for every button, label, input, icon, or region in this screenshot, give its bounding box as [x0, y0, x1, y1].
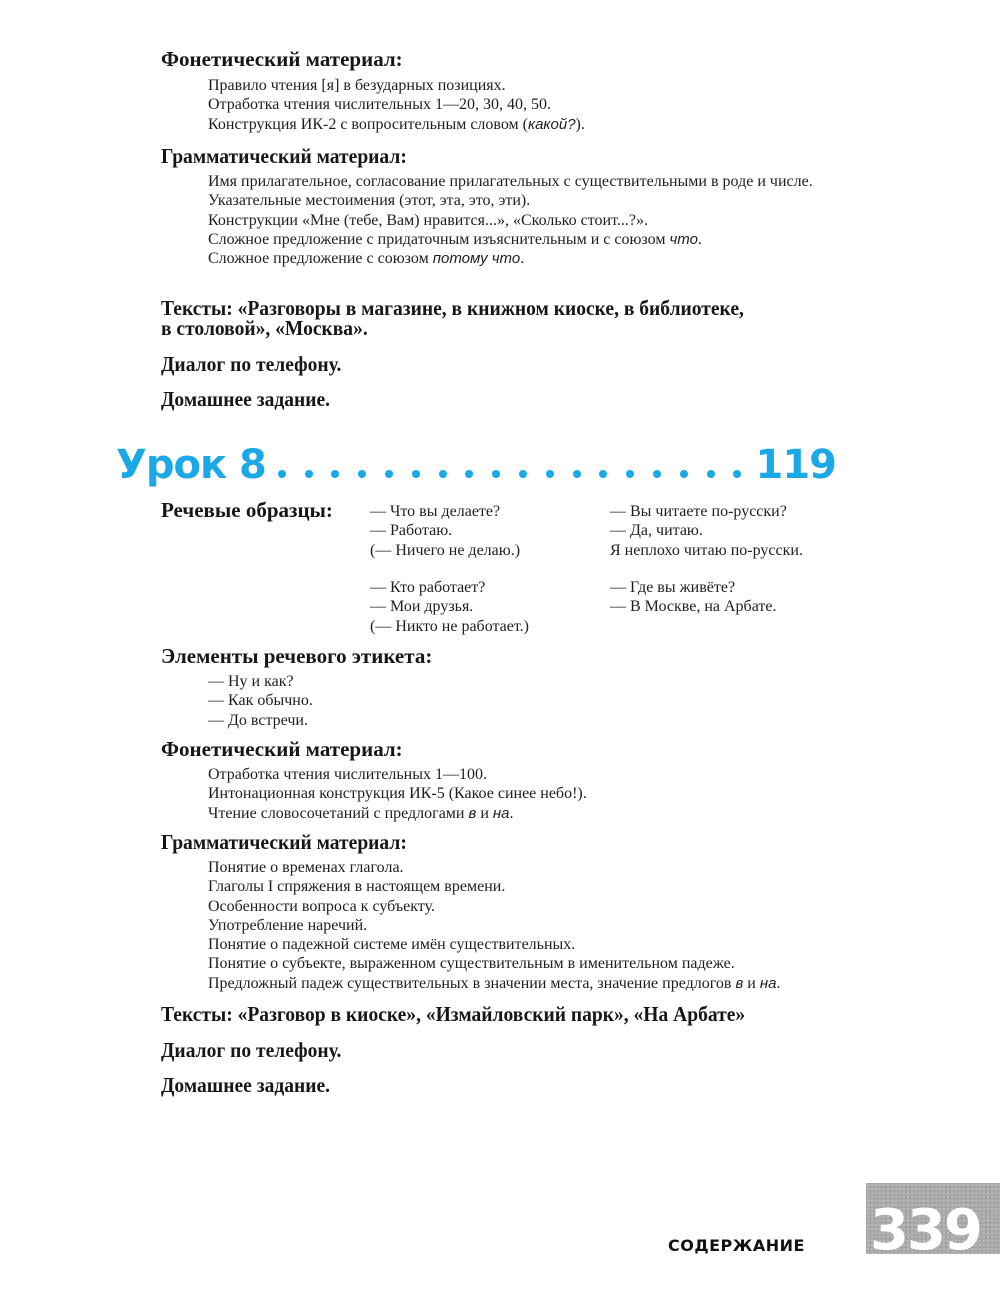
homework-heading-1: Домашнее задание.: [161, 387, 331, 411]
texts-heading-2: Тексты: «Разговор в киоске», «Измайловский парк», «На Арбате»: [161, 1002, 746, 1026]
leader-dot: [439, 470, 447, 478]
dialog-heading-2: Диалог по телефону.: [161, 1038, 342, 1062]
grammar-list-2: [208, 858, 780, 993]
homework-heading-2: Домашнее задание.: [161, 1073, 331, 1097]
list-item: — В Москве, на Арбате.: [610, 598, 777, 616]
list-item: Употребление наречий.: [208, 916, 368, 934]
grammar-list-1: [208, 172, 873, 268]
text-part: Чтение словосочетаний с предлогами: [208, 804, 469, 822]
text-part: .: [697, 230, 702, 248]
grammar-heading-1: Грамматический материал:: [161, 144, 407, 168]
lesson-page-number: 119: [755, 442, 836, 488]
italic-word: в: [468, 804, 477, 822]
text-part: .: [776, 974, 781, 992]
speech-col2-group2: [610, 578, 776, 617]
text-part: ).: [575, 115, 585, 133]
list-item: Я неплохо читаю по-русски.: [610, 541, 803, 559]
leader-dot: [653, 470, 661, 478]
page-number: 339: [870, 1198, 981, 1254]
leader-dot: [465, 470, 473, 478]
list-item: [208, 230, 873, 249]
list-item: — Мои друзья.: [370, 598, 474, 616]
italic-word: на: [759, 974, 777, 992]
dot-leader: [266, 470, 756, 491]
list-item: (— Никто не работает.): [370, 617, 529, 635]
list-item: Конструкции «Мне (тебе, Вам) нравится...», «Сколько стоит...?».: [208, 211, 648, 229]
leader-dot: [707, 470, 715, 478]
list-item: Отработка чтения числительных 1—20, 30, 40, 50.: [208, 96, 551, 114]
phonetic-heading-1: Фонетический материал:: [161, 47, 403, 71]
leader-dot: [546, 470, 554, 478]
leader-dot: [599, 470, 607, 478]
leader-dot: [358, 470, 366, 478]
list-item: (— Ничего не делаю.): [370, 541, 521, 559]
phonetic-heading-2: Фонетический материал:: [161, 737, 403, 761]
page-number-box: [866, 1183, 1000, 1254]
list-item: — Да, читаю.: [610, 522, 703, 540]
list-item: — Вы читаете по-русски?: [610, 503, 787, 520]
list-item: Понятие о субъекте, выраженном существительным в именительном падеже.: [208, 955, 735, 973]
etiquette-list: [208, 672, 313, 730]
italic-word: в: [735, 974, 744, 992]
list-item: Понятие о временах глагола.: [208, 859, 404, 876]
dialog-heading-1: Диалог по телефону.: [161, 352, 342, 376]
list-item: Интонационная конструкция ИК-5 (Какое синее небо!).: [208, 785, 587, 803]
etiquette-heading: Элементы речевого этикета:: [161, 644, 433, 668]
text-part: .: [520, 250, 525, 268]
list-item: [208, 115, 585, 134]
list-item: Имя прилагательное, согласование прилагательных с существительными в роде и числе.: [208, 173, 813, 190]
texts-heading-1b: в столовой», «Москва».: [161, 316, 368, 340]
list-item: Особенности вопроса к субъекту.: [208, 897, 435, 915]
speech-col2-group1: [610, 502, 803, 560]
leader-dot: [412, 470, 420, 478]
leader-dot: [680, 470, 688, 478]
running-footer-section: СОДЕРЖАНИЕ: [668, 1236, 805, 1255]
leader-dot: [331, 470, 339, 478]
phonetic-list-1: [208, 76, 585, 134]
lesson-title: Урок 8: [116, 442, 266, 488]
list-item: — Работаю.: [370, 522, 453, 540]
text-part: и: [476, 804, 493, 822]
list-item: — Ну и как?: [208, 673, 294, 690]
grammar-heading-2: Грамматический материал:: [161, 830, 407, 854]
text-part: Предложный падеж существительных в значении места, значение предлогов: [208, 974, 736, 992]
text-part: Сложное предложение с союзом: [208, 250, 433, 268]
list-item: — Как обычно.: [208, 692, 313, 710]
texts-heading-1a: Тексты: «Разговоры в магазине, в книжном киоске, в библиотеке,: [161, 296, 744, 320]
speech-col1-group2: [370, 578, 529, 636]
leader-dot: [733, 470, 741, 478]
list-item: Понятие о падежной системе имён существительных.: [208, 936, 576, 954]
list-item: — Кто работает?: [370, 579, 486, 596]
list-item: Глаголы I спряжения в настоящем времени.: [208, 878, 506, 896]
italic-word: какой?: [528, 115, 576, 133]
leader-dot: [573, 470, 581, 478]
speech-samples-heading: Речевые образцы:: [161, 498, 333, 522]
list-item: Отработка чтения числительных 1—100.: [208, 766, 487, 783]
list-item: [208, 974, 780, 993]
leader-dot: [626, 470, 634, 478]
italic-word: потому что: [432, 250, 521, 268]
leader-dot: [278, 470, 286, 478]
text-part: и: [743, 974, 760, 992]
list-item: [208, 249, 873, 268]
leader-dot: [385, 470, 393, 478]
list-item: [208, 804, 587, 823]
leader-dot: [305, 470, 313, 478]
lesson-toc-entry[interactable]: [116, 440, 836, 490]
list-item: — Что вы делаете?: [370, 503, 501, 520]
text-part: Конструкция ИК-2 с вопросительным словом (: [208, 115, 528, 133]
text-part: Сложное предложение с придаточным изъяснительным и с союзом: [208, 230, 670, 248]
list-item: — До встречи.: [208, 711, 308, 729]
list-item: Указательные местоимения (этот, эта, это, эти).: [208, 192, 531, 210]
italic-word: на: [492, 804, 510, 822]
leader-dot: [519, 470, 527, 478]
list-item: Правило чтения [я] в безударных позициях.: [208, 77, 506, 94]
text-part: .: [509, 804, 514, 822]
speech-col1-group1: [370, 502, 520, 560]
list-item: — Где вы живёте?: [610, 579, 736, 596]
leader-dot: [492, 470, 500, 478]
italic-word: что: [669, 230, 698, 248]
phonetic-list-2: [208, 765, 587, 823]
